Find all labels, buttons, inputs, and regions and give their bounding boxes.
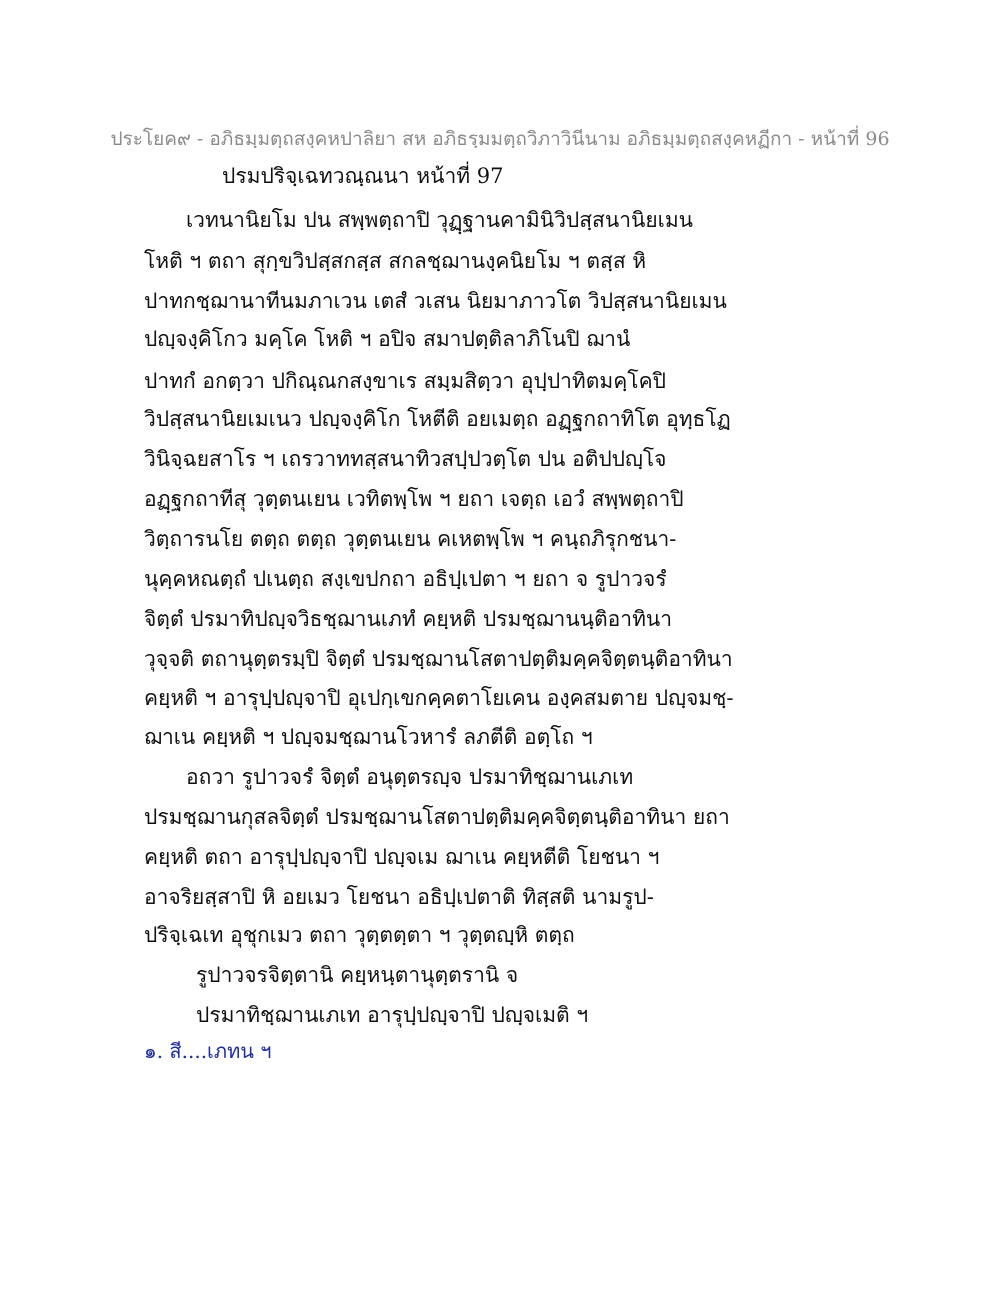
text-line: ปรมชฺฌานกุสลจิตฺตํ ปรมชฺฌานโสตาปตฺติมคฺคจิตฺตนฺติอาทินา ยถา [144,805,730,829]
text-line: อถวา รูปาวจรํ จิตฺตํ อนุตฺตรญฺจ ปรมาทิชฺฌานเภเท [186,765,634,789]
running-header: ประโยค๙ - อภิธมฺมตฺถสงฺคหปาลิยา สห อภิธรฺมมตฺถวิภาวินีนาม อภิธมฺมตฺถสงฺคหฏีกา - หน้าที่ 96 [110,128,890,150]
text-line: ปริจฺเฉเท อุชุกเมว ตถา วุตฺตตฺตา ฯ วุตฺตญฺหิ ตตฺถ [144,923,575,947]
verse-line: ปรมาทิชฺฌานเภเท อารุปฺปญฺจาปิ ปญฺจเมติ ฯ [196,1003,589,1027]
text-line: นุคฺคหณตฺถํ ปเนตฺถ สงฺเขปกถา อธิปฺเปตา ฯ ยถา จ รูปาวจรํ [144,567,667,591]
text-line: คยฺหติ ฯ อารุปฺปญฺจาปิ อุเปกฺเขกคฺคตาโยเคน องฺคสมตาย ปญฺจมชฺ- [144,686,734,710]
text-line: วิตฺถารนโย ตตฺถ ตตฺถ วุตฺตนเยน คเหตพฺโพ ฯ คนฺถภิรุกชนา- [144,527,677,551]
text-line: วินิจฺฉยสาโร ฯ เถรวาททสฺสนาทิวสปฺปวตฺโต ปน อติปปญฺโจ [144,447,667,471]
page-title: ปรมปริจฺเฉทวณฺณนา หน้าที่ 97 [222,164,504,188]
text-line: ปญฺจงฺคิโกว มคฺโค โหติ ฯ อปิจ สมาปตฺติลาภิโนปิ ฌานํ [144,327,631,351]
verse-line: รูปาวจรจิตฺตานิ คยฺหนฺตานุตฺตรานิ จ [196,963,519,987]
text-line: คยฺหติ ตถา อารุปฺปญฺจาปิ ปญฺจเม ฌาเน คยฺหตีติ โยชนา ฯ [144,845,660,869]
text-line: จิตฺตํ ปรมาทิปญฺจวิธชฺฌานเภทํ คยฺหติ ปรมชฺฌานนฺติอาทินา [144,607,673,631]
text-line: โหติ ฯ ตถา สุกฺขวิปสฺสกสฺส สกลชฺฌานงฺคนิยโม ฯ ตสฺส หิ [144,249,647,273]
text-line: ฌาเน คยฺหติ ฯ ปญฺจมชฺฌานโวหารํ ลภตีติ อตฺโถ ฯ [144,725,593,749]
text-line: วิปสฺสนานิยเมเนว ปญฺจงฺคิโก โหตีติ อยเมตฺถ อฏฺฐกถาทิโต อุทฺธโฏ [144,407,731,431]
text-line: ปาทกํ อกตฺวา ปกิณฺณกสงฺขาเร สมฺมสิตฺวา อุปฺปาทิตมคฺโคปิ [144,369,666,393]
text-line: วุจฺจติ ตถานุตฺตรมฺปิ จิตฺตํ ปรมชฺฌานโสตาปตฺติมคฺคจิตฺตนฺติอาทินา [144,647,733,671]
text-line: เวทนานิยโม ปน สพฺพตฺถาปิ วุฏฺฐานคามินิวิปสฺสนานิยเมน [186,208,694,232]
text-line: อฏฺฐกถาทีสุ วุตฺตนเยน เวทิตพฺโพ ฯ ยถา เจตฺถ เอวํ สพฺพตฺถาปิ [144,487,684,511]
text-line: ปาทกชฺฌานาทีนมภาเวน เตสํ วเสน นิยมาภาวโต วิปสฺสนานิยเมน [144,289,727,313]
footnote: ๑. สี....เภทน ฯ [144,1039,272,1063]
text-line: อาจริยสฺสาปิ หิ อยเมว โยชนา อธิปฺเปตาติ ทิสฺสติ นามรูป- [144,885,654,909]
